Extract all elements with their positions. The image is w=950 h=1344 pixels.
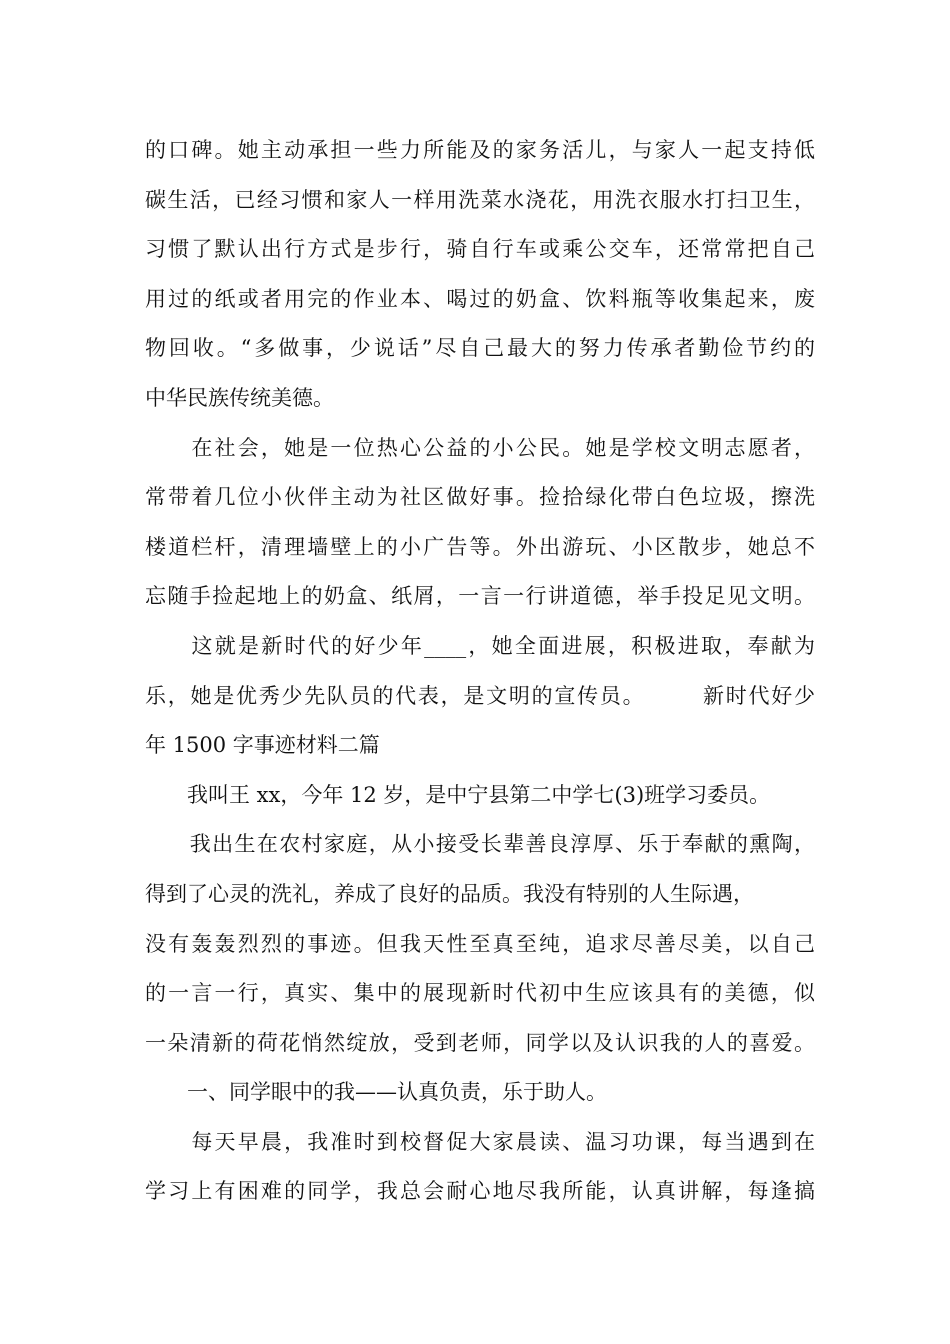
text-line: 忘随手捡起地上的奶盒、纸屑，一言一行讲道德，举手投足见文明。	[145, 584, 815, 609]
text-line: 乐，她是优秀少先队员的代表，是文明的宣传员。 新时代好少	[145, 683, 815, 708]
document-body	[145, 126, 815, 1217]
text-line: 用过的纸或者用完的作业本、喝过的奶盒、饮料瓶等收集起来，废	[145, 286, 815, 311]
text-line: 的一言一行，真实、集中的展现新时代初中生应该具有的美德，似	[145, 981, 815, 1006]
text-line: 得到了心灵的洗礼，养成了良好的品质。我没有特别的人生际遇，	[145, 881, 754, 906]
text-line: 中华民族传统美德。	[145, 385, 334, 410]
text-line: 常带着几位小伙伴主动为社区做好事。捡拾绿化带白色垃圾，擦洗	[145, 485, 815, 510]
text-line: 碳生活，已经习惯和家人一样用洗菜水浇花，用洗衣服水打扫卫生，	[145, 187, 815, 212]
text-line: 我出生在农村家庭，从小接受长辈善良淳厚、乐于奉献的熏陶，	[145, 832, 815, 857]
text-line: 没有轰轰烈烈的事迹。但我天性至真至纯，追求尽善尽美，以自己	[145, 931, 815, 956]
text-line: 一、同学眼中的我——认真负责，乐于助人。	[145, 1080, 607, 1105]
text-line: 这就是新时代的好少年____，她全面进展，积极进取，奉献为	[145, 633, 815, 658]
text-line: 学习上有困难的同学，我总会耐心地尽我所能，认真讲解，每逢搞	[145, 1179, 815, 1204]
text-line: 在社会，她是一位热心公益的小公民。她是学校文明志愿者，	[145, 435, 815, 460]
text-line: 每天早晨，我准时到校督促大家晨读、温习功课，每当遇到在	[145, 1129, 815, 1154]
text-line: 我叫王 xx，今年 12 岁，是中宁县第二中学七(3)班学习委员。	[145, 782, 771, 807]
text-line: 习惯了默认出行方式是步行，骑自行车或乘公交车，还常常把自己	[145, 237, 815, 262]
text-line: 的口碑。她主动承担一些力所能及的家务活儿，与家人一起支持低	[145, 138, 815, 162]
text-line: 一朵清新的荷花悄然绽放，受到老师，同学以及认识我的人的喜爱。	[145, 1030, 815, 1055]
text-line: 楼道栏杆，清理墙壁上的小广告等。外出游玩、小区散步，她总不	[145, 534, 815, 559]
text-line: 物回收。“多做事，少说话”尽自己最大的努力传承者勤俭节约的	[145, 336, 815, 361]
text-line: 年 1500 字事迹材料二篇	[145, 733, 380, 758]
